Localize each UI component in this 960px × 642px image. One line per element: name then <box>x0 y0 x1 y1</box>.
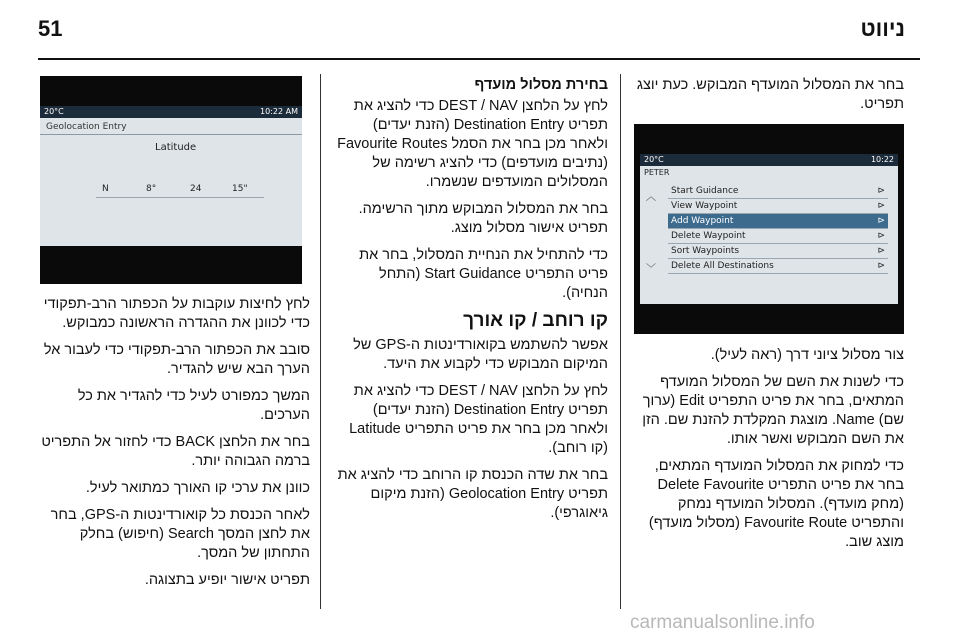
screen-title: Geolocation Entry <box>46 122 127 132</box>
value-minutes[interactable]: 24 <box>190 184 202 194</box>
paragraph: כדי להתחיל את הנחיית המסלול, בחר את פריט התפריט Start Guidance (התחל הנחיה). <box>359 247 608 301</box>
paragraph: בחר את הלחצן BACK כדי לחזור אל התפריט ברמה הגבוהה יותר. <box>41 434 310 469</box>
page-number: 51 <box>38 16 63 41</box>
paragraph: כדי לשנות את השם של המסלול המועדף המתאים, בחר את פריט התפריט Edit (ערוך שם) Name. מוצגת המקלדת להזנת שם. הזן את השם המבוקש ואשר אותו. <box>642 374 904 447</box>
temperature: 20°C <box>44 107 64 116</box>
left-column-text <box>40 295 310 598</box>
paragraph: לחץ לחיצות עוקבות על הכפתור הרב-תפקודי כדי לכוונן את ההגדרה הראשונה כמבוקש. <box>43 296 310 331</box>
paragraph: לחץ על הלחצן DEST / NAV כדי להציג את תפריט Destination Entry (הזנת יעדים) ולאחר מכן בחר את הסמל Favourite Routes (נתיבים מועדפים) כדי להציג רשימה של המסלולים המועדפים שנשמרו. <box>337 98 608 190</box>
section-heading-favourite: בחירת מסלול מועדף <box>474 77 608 93</box>
section-heading-latlong: קו רוחב / קו אורך <box>463 310 608 331</box>
column-divider-right <box>620 74 621 609</box>
account-name: PETER <box>644 168 670 177</box>
value-underline <box>96 197 264 198</box>
middle-column-text <box>334 76 608 531</box>
paragraph: תפריט אישור יופיע בתצוגה. <box>144 572 310 588</box>
paragraph: לאחר הכנסת כל קואורדינטות ה-GPS, בחר את לחצן המסך Search (חיפוש) בחלק התחתון של המסך. <box>50 507 310 561</box>
chevron-right-icon: ⊳ <box>877 261 885 271</box>
scroll-down-icon[interactable]: ﹀ <box>646 264 656 275</box>
waypoint-display <box>640 154 898 304</box>
value-seconds[interactable]: 15" <box>232 184 248 194</box>
paragraph: כוונן את ערכי קו האורך כמתואר לעיל. <box>85 480 310 496</box>
menu-item-label: Delete All Destinations <box>671 261 774 271</box>
status-bar <box>640 154 898 166</box>
paragraph: כדי למחוק את המסלול המועדף המתאים, בחר את פריט התפריט Delete Favourite (מחק מועדף). המסלול המועדף נמחק והתפריט Favourite Route (מסלול מועדף) מוצג שוב. <box>648 458 904 550</box>
menu-item-label: Add Waypoint <box>671 216 734 226</box>
chevron-right-icon: ⊳ <box>877 216 885 226</box>
right-column-text <box>634 346 904 560</box>
field-label: Latitude <box>155 142 197 153</box>
paragraph: אפשר להשתמש בקואורדינטות ה-GPS של המיקום המבוקש כדי לקבוע את היעד. <box>353 337 608 372</box>
waypoint-screen <box>634 124 904 334</box>
column-divider-left <box>320 74 321 609</box>
scroll-up-icon[interactable]: ︿ <box>646 192 656 203</box>
header-divider <box>38 58 920 60</box>
page-title: ניווט <box>860 16 905 41</box>
geolocation-screen <box>40 76 302 284</box>
value-degrees[interactable]: 8° <box>146 184 157 194</box>
paragraph: בחר את המסלול המבוקש מתוך הרשימה. תפריט אישור מסלול מוצג. <box>358 201 608 236</box>
title-divider <box>40 134 302 135</box>
menu-item-delete-waypoint[interactable] <box>668 229 888 244</box>
menu-item-label: Start Guidance <box>671 186 739 196</box>
menu-item-start-guidance[interactable] <box>668 184 888 199</box>
menu-item-sort-waypoints[interactable] <box>668 244 888 259</box>
status-bar <box>40 106 302 118</box>
paragraph: בחר את שדה הכנסת קו הרוחב כדי להציג את תפריט Geolocation Entry (הזנת מיקום גיאוגרפי). <box>337 467 608 521</box>
chevron-right-icon: ⊳ <box>877 201 885 211</box>
paragraph: צור מסלול ציוני דרך (ראה לעיל). <box>710 347 904 363</box>
watermark: carmanualsonline.info <box>630 612 815 633</box>
paragraph: לחץ על הלחצן DEST / NAV כדי להציג את תפריט Destination Entry (הזנת יעדים) ולאחר מכן בחר את פריט התפריט Latitude (קו רוחב). <box>349 383 608 456</box>
clock: 10:22 AM <box>260 107 298 116</box>
paragraph: המשך כמפורט לעיל כדי להגדיר את כל הערכים. <box>77 388 310 423</box>
paragraph: בחר את המסלול המועדף המבוקש. כעת יוצג תפריט. <box>636 77 904 112</box>
right-column-intro <box>634 76 904 122</box>
paragraph: סובב את הכפתור הרב-תפקודי כדי לעבור אל הערך הבא שיש להגדיר. <box>43 342 310 377</box>
menu-item-add-waypoint[interactable] <box>668 214 888 229</box>
menu-item-view-waypoint[interactable] <box>668 199 888 214</box>
chevron-right-icon: ⊳ <box>877 186 885 196</box>
menu-item-label: Delete Waypoint <box>671 231 746 241</box>
geolocation-display <box>40 106 302 246</box>
menu-item-label: Sort Waypoints <box>671 246 740 256</box>
value-n[interactable]: N <box>102 184 109 194</box>
chevron-right-icon: ⊳ <box>877 231 885 241</box>
menu-item-delete-all[interactable] <box>668 259 888 274</box>
clock: 10:22 <box>870 155 894 164</box>
menu-item-label: View Waypoint <box>671 201 738 211</box>
chevron-right-icon: ⊳ <box>877 246 885 256</box>
temperature: 20°C <box>644 155 664 164</box>
